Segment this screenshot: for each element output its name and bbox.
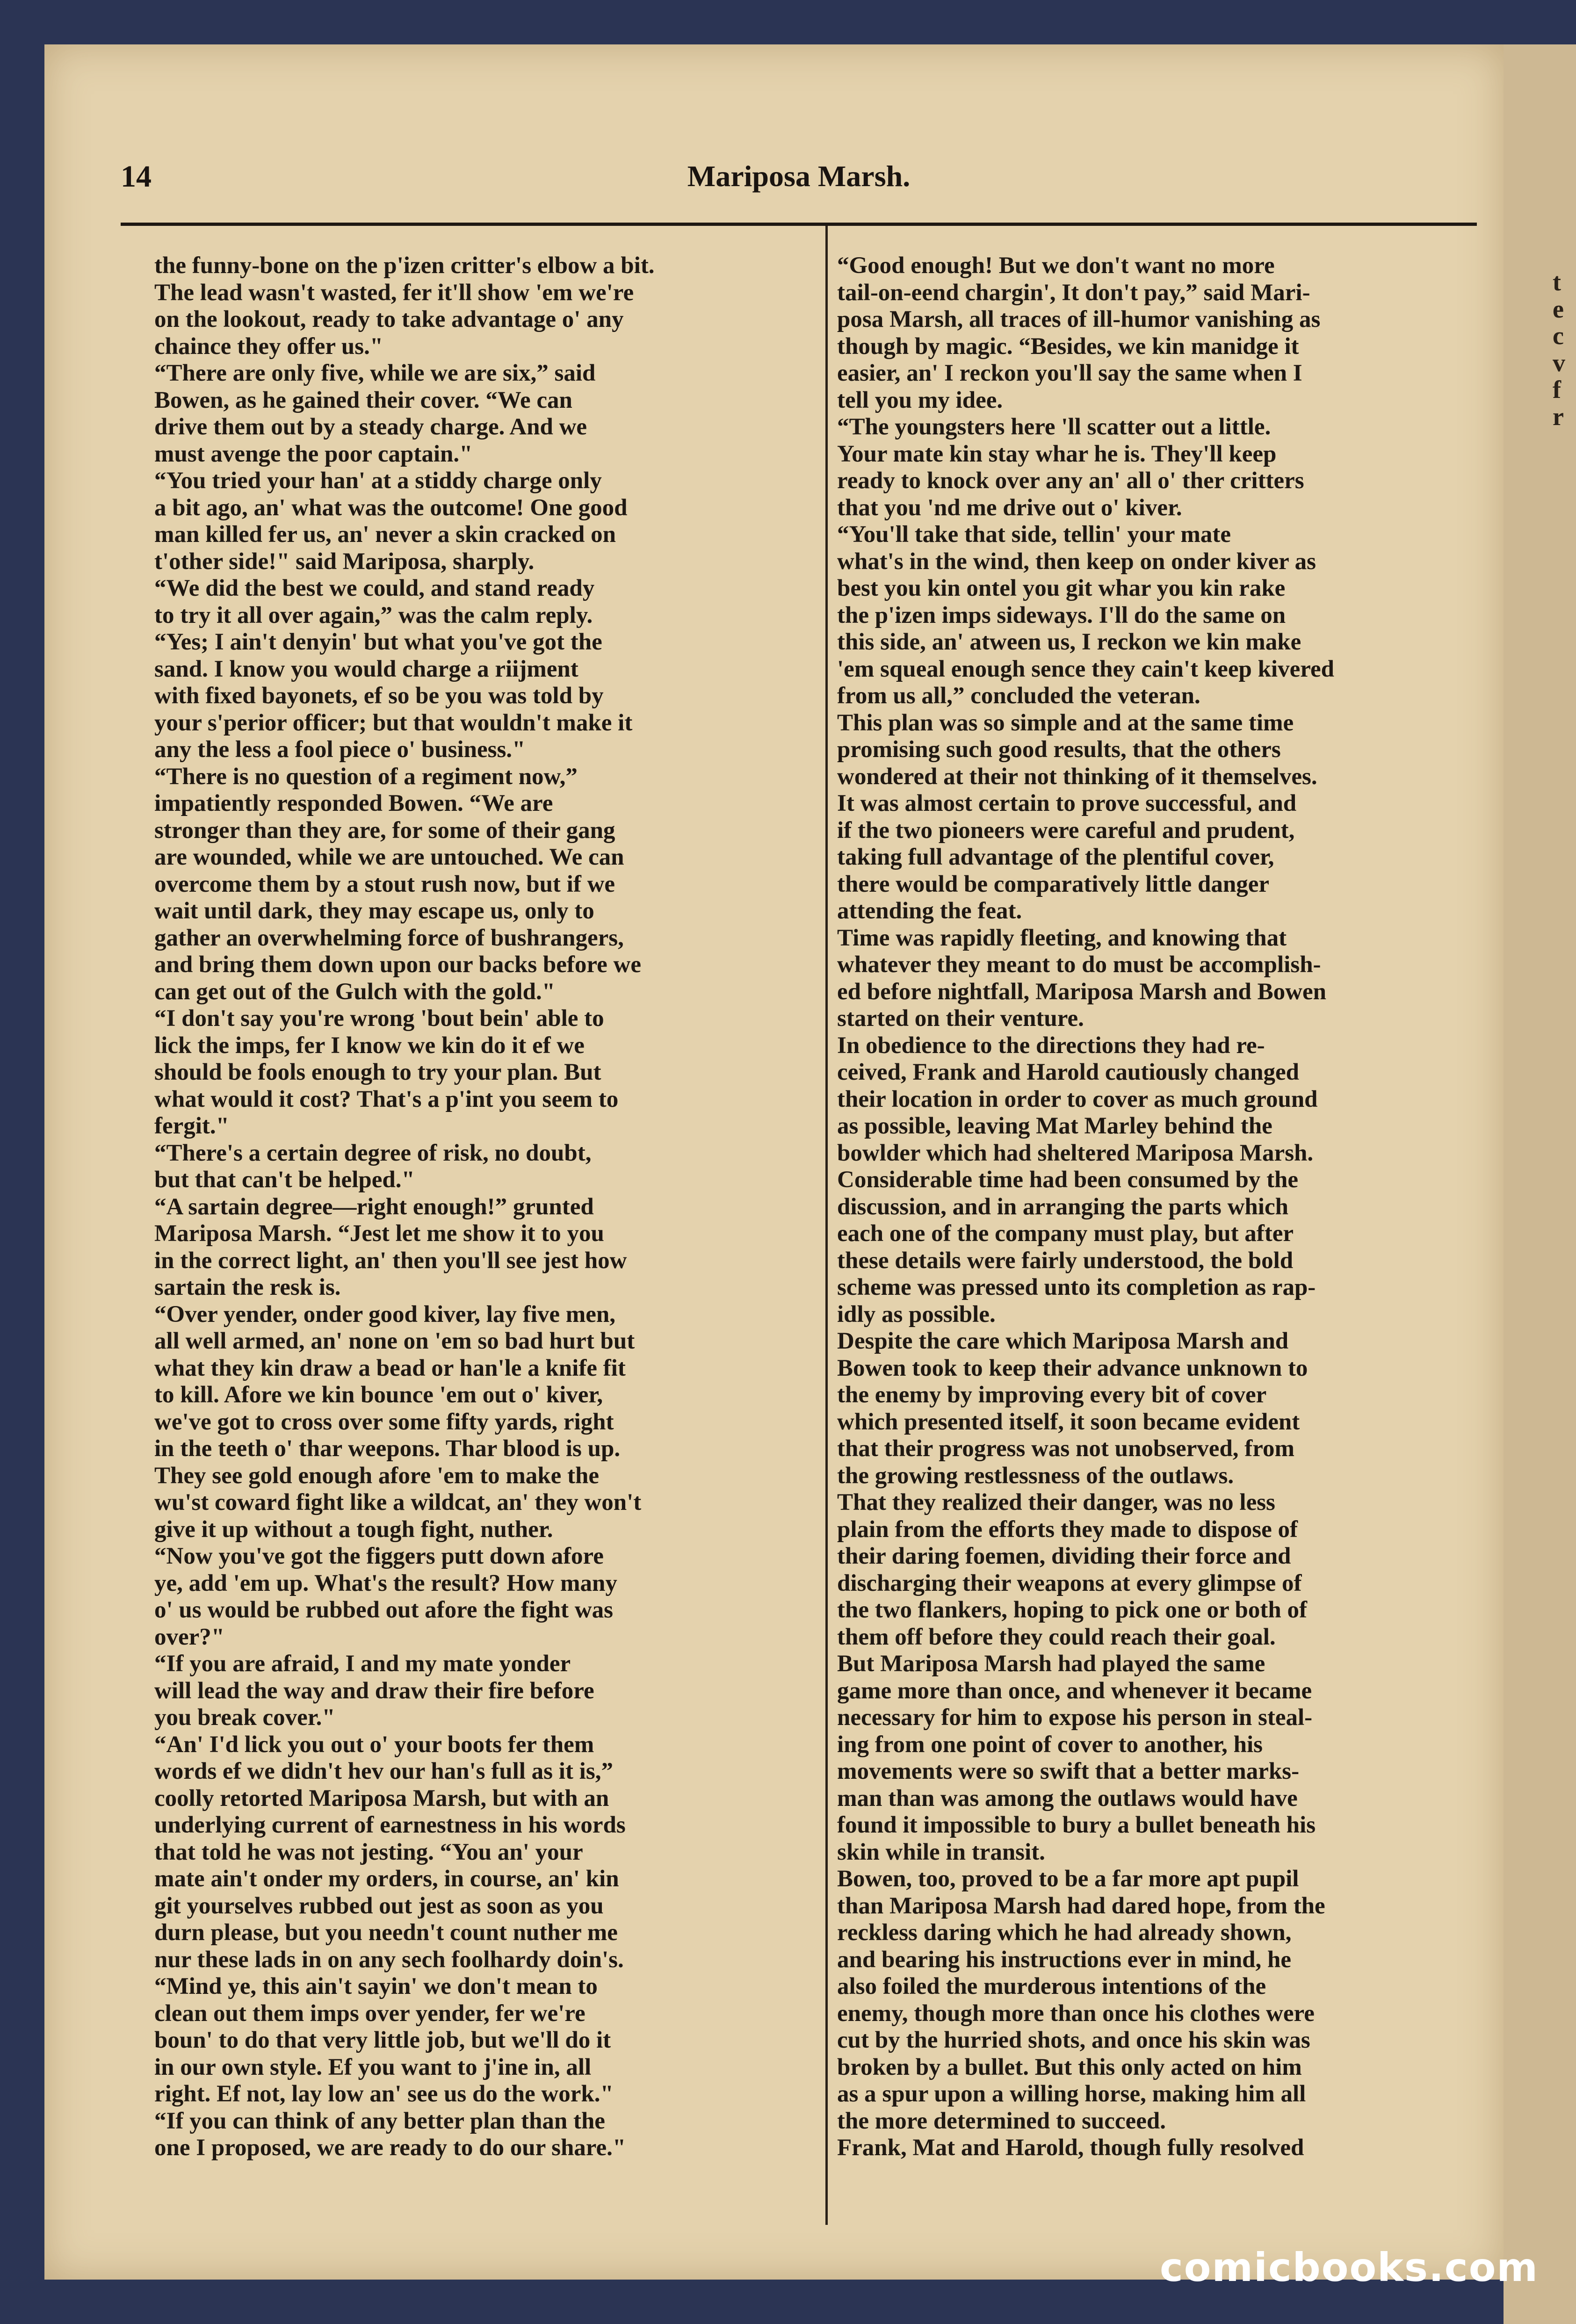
text-line: discharging their weapons at every glimpse of xyxy=(837,1570,1302,1596)
text-line: scheme was pressed unto its completion as rap- xyxy=(837,1274,1316,1300)
text-line: will lead the way and draw their fire before xyxy=(154,1677,594,1704)
text-line: the growing restlessness of the outlaws. xyxy=(837,1462,1234,1489)
text-line: a bit ago, an' what was the outcome! One good xyxy=(154,494,628,521)
text-line: overcome them by a stout rush now, but if we xyxy=(154,871,615,897)
text-line: as a spur upon a willing horse, making him all xyxy=(837,2081,1306,2107)
text-line: “A sartain degree—right enough!” grunted xyxy=(154,1193,594,1220)
running-title: Mariposa Marsh. xyxy=(687,159,911,193)
text-line: one I proposed, we are ready to do our share." xyxy=(154,2135,626,2161)
text-line: there would be comparatively little danger xyxy=(837,871,1270,897)
text-line: idly as possible. xyxy=(837,1301,996,1328)
text-line: underlying current of earnestness in his words xyxy=(154,1812,626,1838)
text-line: coolly retorted Mariposa Marsh, but with an xyxy=(154,1785,609,1812)
text-line: ceived, Frank and Harold cautiously changed xyxy=(837,1059,1300,1085)
text-line: discussion, and in arranging the parts which xyxy=(837,1193,1288,1220)
text-line: what they kin draw a bead or han'le a knife fit xyxy=(154,1355,626,1381)
text-line: plain from the efforts they made to dispose of xyxy=(837,1516,1298,1543)
text-line: drive them out by a steady charge. And we xyxy=(154,414,587,440)
text-line: “Now you've got the figgers putt down afore xyxy=(154,1543,604,1569)
text-line: and bearing his instructions ever in mind, he xyxy=(837,1946,1292,1973)
text-line: “Good enough! But we don't want no more xyxy=(837,253,1275,279)
text-line: in the teeth o' thar weepons. Thar blood is up. xyxy=(154,1436,621,1462)
text-line: o' us would be rubbed out afore the fight was xyxy=(154,1597,613,1623)
text-line: any the less a fool piece o' business." xyxy=(154,736,526,763)
text-line: with fixed bayonets, ef so be you was told by xyxy=(154,683,604,709)
text-line: The lead wasn't wasted, fer it'll show 'em we're xyxy=(154,279,634,306)
text-line: your s'perior officer; but that wouldn't make it xyxy=(154,709,633,736)
text-line: nur these lads in on any sech foolhardy doin's. xyxy=(154,1946,624,1973)
adjacent-page-text: t e c v f r xyxy=(1553,268,1565,431)
text-line: but that can't be helped." xyxy=(154,1167,415,1193)
text-line: wondered at their not thinking of it themselves. xyxy=(837,763,1317,790)
text-line: Bowen, as he gained their cover. “We can xyxy=(154,387,572,413)
text-line: ed before nightfall, Mariposa Marsh and Bowen xyxy=(837,978,1326,1005)
text-line: “You'll take that side, tellin' your mate xyxy=(837,521,1231,548)
text-line: each one of the company must play, but after xyxy=(837,1220,1294,1247)
text-line: posa Marsh, all traces of ill-humor vanishing as xyxy=(837,306,1321,332)
text-line: “Yes; I ain't denyin' but what you've got the xyxy=(154,629,602,655)
text-line: them off before they could reach their goal. xyxy=(837,1624,1276,1650)
text-line: lick the imps, fer I know we kin do it ef we xyxy=(154,1032,585,1059)
text-line: what would it cost? That's a p'int you seem to xyxy=(154,1086,619,1112)
text-line: found it impossible to bury a bullet beneath his xyxy=(837,1812,1316,1838)
text-line: also foiled the murderous intentions of the xyxy=(837,1973,1266,1999)
text-line: 'em squeal enough sence they cain't keep kivered xyxy=(837,656,1334,682)
text-line: promising such good results, that the others xyxy=(837,736,1281,763)
text-line: are wounded, while we are untouched. We can xyxy=(154,844,624,870)
text-line: these details were fairly understood, the bold xyxy=(837,1247,1294,1274)
page-number: 14 xyxy=(121,159,152,194)
text-line: easier, an' I reckon you'll say the same when I xyxy=(837,360,1302,386)
text-line: the enemy by improving every bit of cover xyxy=(837,1382,1267,1408)
text-line: ing from one point of cover to another, his xyxy=(837,1731,1263,1758)
text-line: taking full advantage of the plentiful cover, xyxy=(837,844,1274,870)
text-line: tail-on-eend chargin', It don't pay,” said Mari- xyxy=(837,279,1310,306)
text-line: “There's a certain degree of risk, no doubt, xyxy=(154,1140,592,1166)
text-line: fergit." xyxy=(154,1113,229,1139)
text-line: the funny-bone on the p'izen critter's elbow a bit. xyxy=(154,253,655,279)
text-line: tell you my idee. xyxy=(837,387,1003,413)
text-line: must avenge the poor captain." xyxy=(154,440,473,467)
adjacent-page-edge xyxy=(1504,44,1576,2324)
text-line: “Over yender, onder good kiver, lay five men, xyxy=(154,1301,615,1328)
text-line: give it up without a tough fight, nuther. xyxy=(154,1516,553,1543)
text-line: this side, an' atween us, I reckon we kin make xyxy=(837,629,1301,655)
text-line: “An' I'd lick you out o' your boots fer them xyxy=(154,1731,594,1758)
text-line: durn please, but you needn't count nuther me xyxy=(154,1920,618,1946)
text-line: “We did the best we could, and stand ready xyxy=(154,575,595,601)
text-line: to try it all over again,” was the calm reply. xyxy=(154,602,593,628)
text-line: “You tried your han' at a stiddy charge only xyxy=(154,468,602,494)
text-line: right. Ef not, lay low an' see us do the work." xyxy=(154,2081,614,2107)
text-line: sand. I know you would charge a riijment xyxy=(154,656,578,682)
text-line: attending the feat. xyxy=(837,898,1022,924)
text-line: They see gold enough afore 'em to make the xyxy=(154,1462,599,1489)
text-line: as possible, leaving Mat Marley behind the xyxy=(837,1113,1272,1139)
text-line: to kill. Afore we kin bounce 'em out o' kiver, xyxy=(154,1382,603,1408)
text-line: best you kin ontel you git whar you kin rake xyxy=(837,575,1286,601)
left-text-column xyxy=(154,253,809,2162)
text-line: boun' to do that very little job, but we'll do it xyxy=(154,2027,611,2053)
text-line: cut by the hurried shots, and once his skin was xyxy=(837,2027,1310,2053)
text-line: reckless daring which he had already shown, xyxy=(837,1920,1292,1946)
text-line: whatever they meant to do must be accomplish- xyxy=(837,952,1321,978)
text-line: But Mariposa Marsh had played the same xyxy=(837,1651,1265,1677)
text-line: that told he was not jesting. “You an' your xyxy=(154,1839,583,1865)
text-line: over?" xyxy=(154,1624,225,1650)
text-line: Bowen, too, proved to be a far more apt pupil xyxy=(837,1866,1299,1892)
text-line: That they realized their danger, was no less xyxy=(837,1489,1275,1516)
text-line: and bring them down upon our backs before we xyxy=(154,952,641,978)
text-line: wait until dark, they may escape us, only to xyxy=(154,898,594,924)
text-line: “There are only five, while we are six,” said xyxy=(154,360,596,386)
text-line: Mariposa Marsh. “Jest let me show it to you xyxy=(154,1220,604,1247)
text-line: necessary for him to expose his person in steal- xyxy=(837,1704,1313,1731)
text-line: Your mate kin stay whar he is. They'll keep xyxy=(837,440,1277,467)
text-line: can get out of the Gulch with the gold." xyxy=(154,978,556,1005)
text-line: the p'izen imps sideways. I'll do the same on xyxy=(837,602,1286,628)
text-line: Bowen took to keep their advance unknown to xyxy=(837,1355,1308,1381)
text-line: stronger than they are, for some of their gang xyxy=(154,817,615,844)
text-line: all well armed, an' none on 'em so bad hurt but xyxy=(154,1328,635,1354)
text-line: in our own style. Ef you want to j'ine in, all xyxy=(154,2054,592,2080)
right-text-column xyxy=(837,253,1478,2162)
text-line: words ef we didn't hev our han's full as it is,” xyxy=(154,1758,613,1784)
text-line: though by magic. “Besides, we kin manidge it xyxy=(837,333,1299,360)
text-line: git yourselves rubbed out jest as soon as you xyxy=(154,1892,604,1919)
text-line: “Mind ye, this ain't sayin' we don't mean to xyxy=(154,1973,598,1999)
text-line: “If you are afraid, I and my mate yonder xyxy=(154,1651,571,1677)
text-line: Despite the care which Mariposa Marsh and xyxy=(837,1328,1289,1354)
text-line: bowlder which had sheltered Mariposa Marsh. xyxy=(837,1140,1314,1166)
text-line: chaince they offer us." xyxy=(154,333,383,360)
text-line: that you 'nd me drive out o' kiver. xyxy=(837,494,1182,521)
text-line: movements were so swift that a better marks- xyxy=(837,1758,1300,1784)
text-line: “If you can think of any better plan than the xyxy=(154,2107,605,2134)
text-line: “I don't say you're wrong 'bout bein' able to xyxy=(154,1005,604,1032)
text-line: should be fools enough to try your plan. But xyxy=(154,1059,601,1085)
text-line: t'other side!" said Mariposa, sharply. xyxy=(154,548,535,575)
text-line: man than was among the outlaws would have xyxy=(837,1785,1298,1812)
text-line: their daring foemen, dividing their force and xyxy=(837,1543,1291,1569)
text-line: mate ain't onder my orders, in course, an' kin xyxy=(154,1866,619,1892)
text-line: which presented itself, it soon became evident xyxy=(837,1408,1300,1435)
text-line: Frank, Mat and Harold, though fully resolved xyxy=(837,2135,1304,2161)
text-line: if the two pioneers were careful and prudent, xyxy=(837,817,1295,844)
text-line: enemy, though more than once his clothes were xyxy=(837,2000,1315,2027)
text-line: that their progress was not unobserved, from xyxy=(837,1436,1294,1462)
column-divider xyxy=(825,226,828,2225)
text-line: sartain the resk is. xyxy=(154,1274,341,1300)
text-line: “The youngsters here 'll scatter out a little. xyxy=(837,414,1271,440)
text-line: ye, add 'em up. What's the result? How many xyxy=(154,1570,617,1596)
text-line: “There is no question of a regiment now,” xyxy=(154,763,578,790)
text-line: In obedience to the directions they had re- xyxy=(837,1032,1265,1059)
text-line: man killed fer us, an' never a skin cracked on xyxy=(154,521,616,548)
text-line: from us all,” concluded the veteran. xyxy=(837,683,1200,709)
text-line: skin while in transit. xyxy=(837,1839,1045,1865)
text-line: gather an overwhelming force of bushrangers, xyxy=(154,924,624,951)
text-line: what's in the wind, then keep on onder kiver as xyxy=(837,548,1316,575)
text-line: you break cover." xyxy=(154,1704,335,1731)
page-header xyxy=(121,159,1477,206)
text-line: impatiently responded Bowen. “We are xyxy=(154,790,553,816)
text-line: It was almost certain to prove successful, and xyxy=(837,790,1297,816)
text-line: we've got to cross over some fifty yards, right xyxy=(154,1408,614,1435)
text-line: ready to knock over any an' all o' ther critters xyxy=(837,468,1304,494)
text-line: in the correct light, an' then you'll see jest how xyxy=(154,1247,627,1274)
text-line: wu'st coward fight like a wildcat, an' they won't xyxy=(154,1489,642,1516)
text-line: the more determined to succeed. xyxy=(837,2107,1166,2134)
text-line: This plan was so simple and at the same time xyxy=(837,709,1294,736)
text-line: Time was rapidly fleeting, and knowing that xyxy=(837,924,1287,951)
text-line: their location in order to cover as much ground xyxy=(837,1086,1318,1112)
header-rule xyxy=(121,223,1477,226)
text-line: clean out them imps over yender, fer we're xyxy=(154,2000,586,2027)
text-line: on the lookout, ready to take advantage o' any xyxy=(154,306,624,332)
text-line: game more than once, and whenever it became xyxy=(837,1677,1312,1704)
text-line: started on their venture. xyxy=(837,1005,1084,1032)
text-line: Considerable time had been consumed by the xyxy=(837,1167,1299,1193)
watermark-text: comicbooks.com xyxy=(1160,2245,1539,2290)
text-line: the two flankers, hoping to pick one or both of xyxy=(837,1597,1307,1623)
text-line: broken by a bullet. But this only acted on him xyxy=(837,2054,1302,2080)
text-line: than Mariposa Marsh had dared hope, from the xyxy=(837,1892,1325,1919)
